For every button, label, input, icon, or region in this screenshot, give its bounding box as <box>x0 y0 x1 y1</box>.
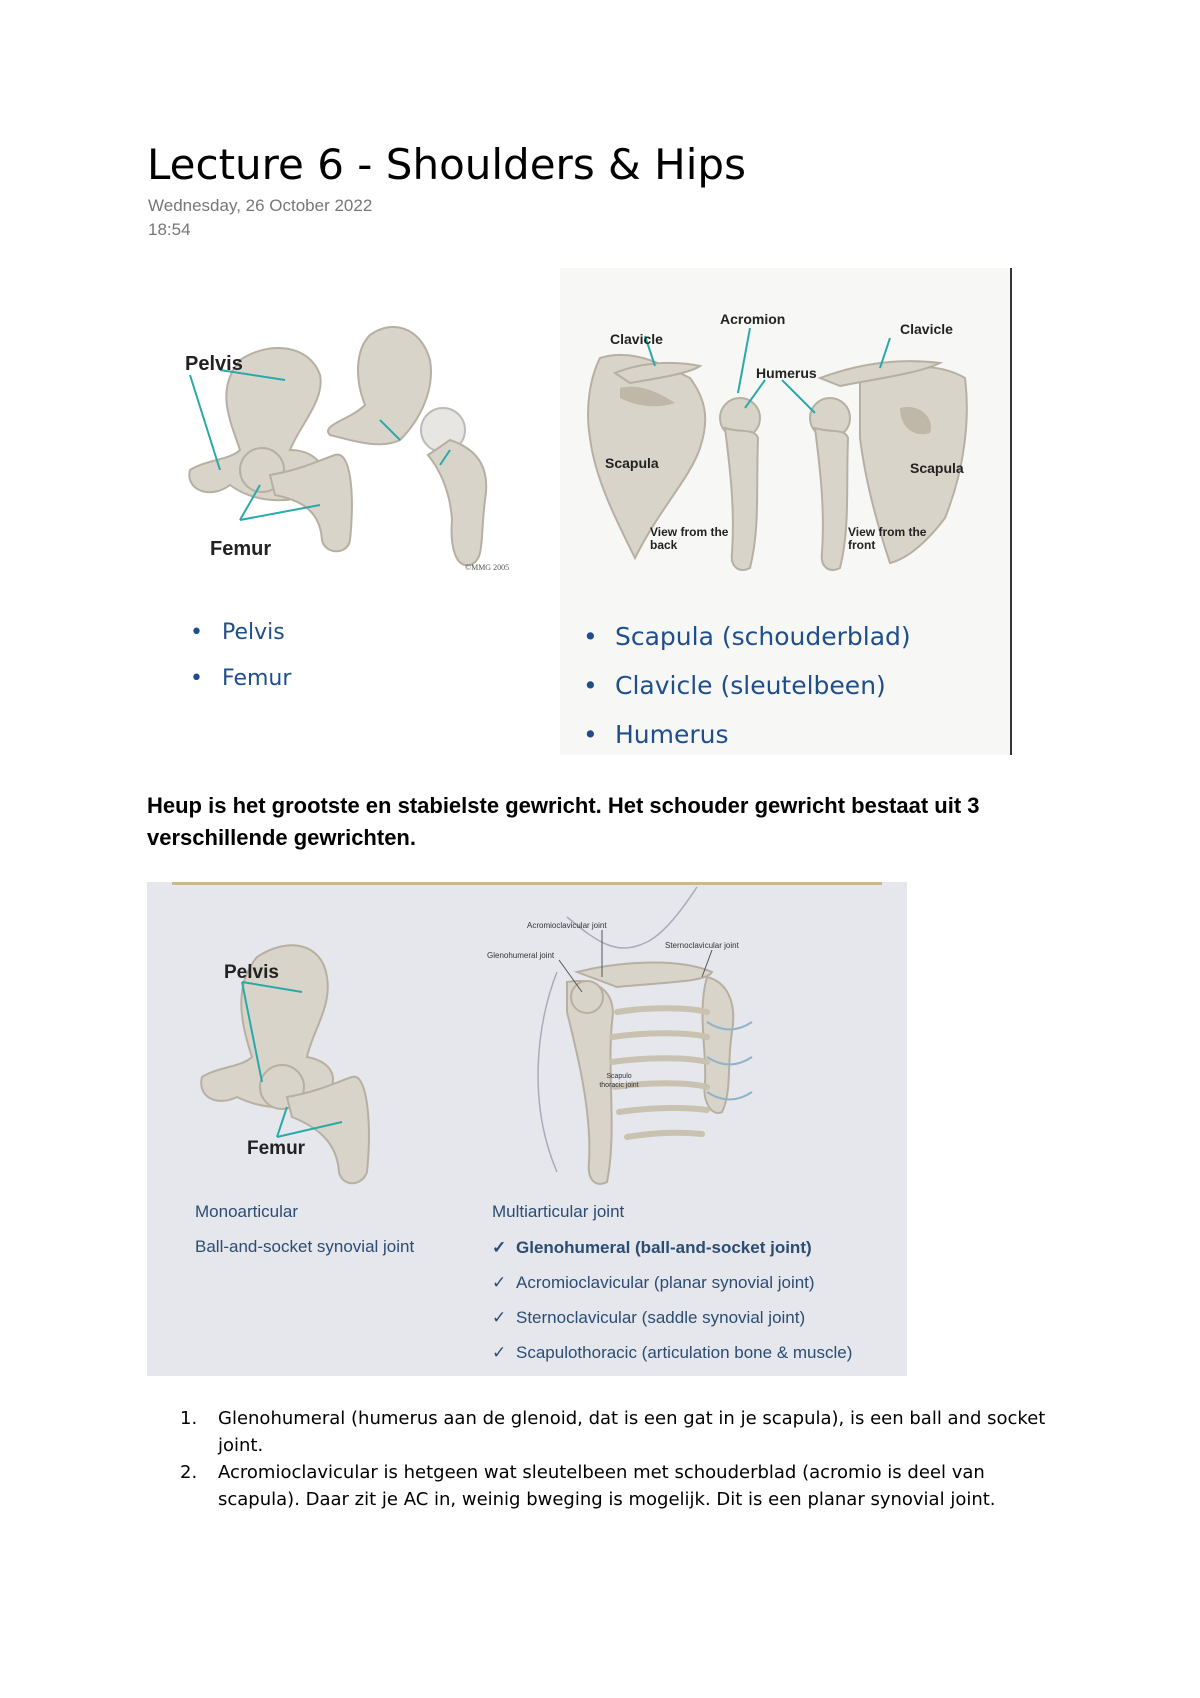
note-time: 18:54 <box>148 220 191 239</box>
bullet-humerus: • Humerus <box>583 710 911 759</box>
numbered-list <box>180 1405 1060 1513</box>
bullet-femur: • Femur <box>190 656 291 702</box>
note-date: Wednesday, 26 October 2022 <box>148 196 373 215</box>
sc-joint-label: Sternoclavicular joint <box>665 941 739 950</box>
shoulder-bullet-list <box>583 612 911 759</box>
list-item <box>180 1405 1060 1459</box>
joints-illustration <box>147 882 907 1222</box>
gh-joint-label: Glenohumeral joint <box>487 951 555 960</box>
image-credit: ©MMG 2005 <box>465 563 510 572</box>
list-text: Glenohumeral (humerus aan de glenoid, dat is een gat in je scapula), is een ball and socket joint. <box>218 1408 1046 1456</box>
scapula-left-label: Scapula <box>605 455 659 471</box>
list-item <box>180 1459 1060 1513</box>
list-number: 2. <box>180 1462 198 1483</box>
bullet-pelvis: • Pelvis <box>190 610 291 656</box>
list-number: 1. <box>180 1408 198 1429</box>
acromion-label: Acromion <box>720 311 786 327</box>
ac-joint-label: Acromioclavicular joint <box>527 921 607 930</box>
view-back-label: View from the back <box>650 526 729 552</box>
joints-comparison-slide <box>147 882 907 1376</box>
clavicle-left-label: Clavicle <box>610 331 663 347</box>
bullet-scapula: • Scapula (schouderblad) <box>583 612 911 661</box>
hip-bones-image <box>150 300 550 590</box>
view-front-label: View from the front <box>848 526 927 552</box>
multi-item-acromioclavicular: ✓ Acromioclavicular (planar synovial joint) <box>492 1265 852 1300</box>
page-title: Lecture 6 - Shoulders & Hips <box>147 140 746 189</box>
pelvis-label: Pelvis <box>185 353 243 375</box>
list-text: Acromioclavicular is hetgeen wat sleutelbeen met schouderblad (acromio is deel van scapula). Daar zit je AC in, weinig bweging is mogelijk. Dit is een planar synovial joint. <box>218 1462 996 1510</box>
hip-bullet-list <box>190 610 291 702</box>
multi-joint-list <box>492 1230 852 1370</box>
multi-item-sternoclavicular: ✓ Sternoclavicular (saddle synovial joint) <box>492 1300 852 1335</box>
femur-label: Femur <box>210 538 272 560</box>
st-joint-label: Scapulo thoracic joint <box>599 1073 639 1089</box>
paragraph-joints: Heup is het grootste en stabielste gewricht. Het schouder gewricht bestaat uit 3 verschillende gewrichten. <box>147 793 980 850</box>
bullet-clavicle: • Clavicle (sleutelbeen) <box>583 661 911 710</box>
mono-title: Monoarticular <box>195 1202 298 1221</box>
scapula-right-label: Scapula <box>910 460 964 476</box>
mono-desc: Ball-and-socket synovial joint <box>195 1237 415 1256</box>
multi-item-scapulothoracic: ✓ Scapulothoracic (articulation bone & muscle) <box>492 1335 852 1370</box>
multi-item-glenohumeral: ✓ Glenohumeral (ball-and-socket joint) <box>492 1230 852 1265</box>
fig2-femur-label: Femur <box>247 1138 306 1159</box>
clavicle-right-label: Clavicle <box>900 321 953 337</box>
multi-title: Multiarticular joint <box>492 1202 625 1221</box>
fig2-pelvis-label: Pelvis <box>224 962 279 983</box>
shoulder-bones-image <box>560 268 1010 578</box>
humerus-label: Humerus <box>756 365 817 381</box>
